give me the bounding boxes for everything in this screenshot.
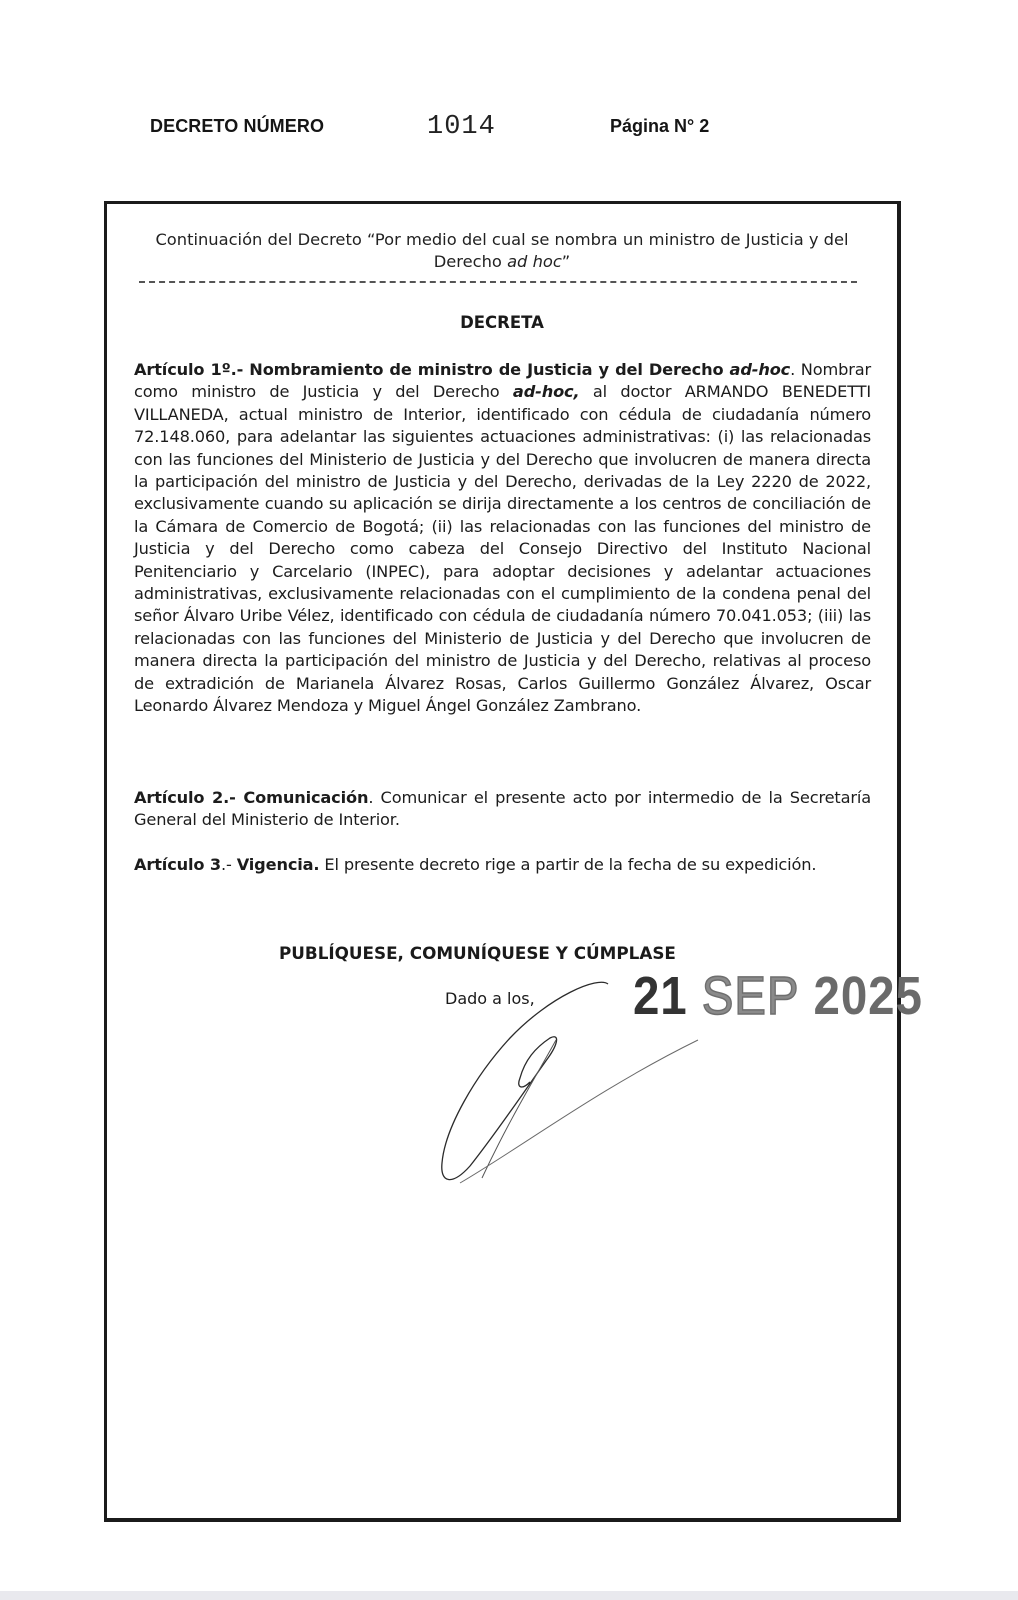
article-2-text: . Comunicar el presente acto por intermedio de la Secretaría General del Ministerio de Interior. — [134, 788, 871, 830]
decree-number-label: DECRETO NÚMERO — [150, 116, 325, 136]
signature-stroke-loop — [442, 982, 608, 1179]
continuation-text: Continuación del Decreto “Por medio del cual se nombra un ministro de Justicia y del Derecho — [155, 230, 849, 271]
continuation-title — [135, 229, 869, 273]
stamp-month: SEP — [701, 966, 800, 1026]
article-2-title: Artículo 2.- Comunicación — [134, 788, 369, 807]
handwritten-signature-icon — [430, 978, 720, 1193]
dashed-divider — [139, 281, 857, 283]
viewer-bottom-strip — [0, 1591, 1018, 1600]
stamp-day: 21 — [633, 966, 688, 1026]
article-3-text: El presente decreto rige a partir de la fecha de su expedición. — [319, 855, 817, 874]
decreta-heading: DECRETA — [460, 313, 544, 332]
article-3-heading: Vigencia. — [236, 855, 320, 874]
continuation-italic: ad hoc — [507, 252, 562, 271]
continuation-close-quote: ” — [561, 252, 571, 271]
article-1-text-a: . Nombrar como ministro de Justicia y del Derecho — [134, 360, 871, 402]
article-1-title: Artículo 1º.- Nombramiento de ministro de Justicia y del Derecho — [134, 360, 730, 379]
article-1-adhoc: ad-hoc, — [512, 382, 580, 402]
signature-stroke-downstroke — [482, 1040, 556, 1178]
article-3-title: Artículo 3 — [134, 855, 221, 874]
article-1-title-italic: ad-hoc — [729, 360, 791, 379]
publiquese-heading: PUBLÍQUESE, COMUNÍQUESE Y CÚMPLASE — [279, 943, 676, 963]
dado-a-los: Dado a los, — [445, 989, 535, 1008]
article-3-separator: .- — [221, 855, 237, 874]
decree-header — [0, 112, 1018, 152]
decree-number: 1014 — [427, 112, 496, 142]
document-frame — [104, 201, 901, 1522]
page-number: Página N° 2 — [610, 116, 710, 136]
article-2 — [134, 787, 871, 832]
article-3 — [134, 854, 871, 876]
stamp-year: 2025 — [813, 966, 923, 1026]
signature-stroke-tail — [460, 1040, 698, 1183]
article-1 — [134, 359, 871, 718]
article-1-text-b: al doctor ARMANDO BENEDETTI VILLANEDA, actual ministro de Interior, identificado con cédula de ciudadanía número 72.148.060, para adelantar las siguientes actuaciones administrativas: (i) las relacionadas con las funciones del Ministerio de Justicia y del Derecho que involucren de manera directa la participación del ministro de Justicia y del Derecho, derivadas de la Ley 2220 de 2022, exclusivamente cuando su aplicación se dirija directamente a los centros de conciliación de la Cámara de Comercio de Bogotá; (ii) las relacionadas con las funciones del ministro de Justicia y del Derecho como cabeza del Consejo Directivo del Instituto Nacional Penitenciario y Carcelario (INPEC), para adoptar decisiones y adelantar actuaciones administrativas, exclusivamente relacionadas con el cumplimiento de la condena penal del señor Álvaro Uribe Vélez, identificado con cédula de ciudadanía número 70.041.053; (iii) las relacionadas con las funciones del Ministerio de Justicia y del Derecho que involucren de manera directa la participación del ministro de Justicia y del Derecho, relativas al proceso de extradición de Marianela Álvarez Rosas, Carlos Guillermo González Álvarez, Oscar Leonardo Álvarez Mendoza y Miguel Ángel González Zambrano. — [134, 382, 872, 716]
